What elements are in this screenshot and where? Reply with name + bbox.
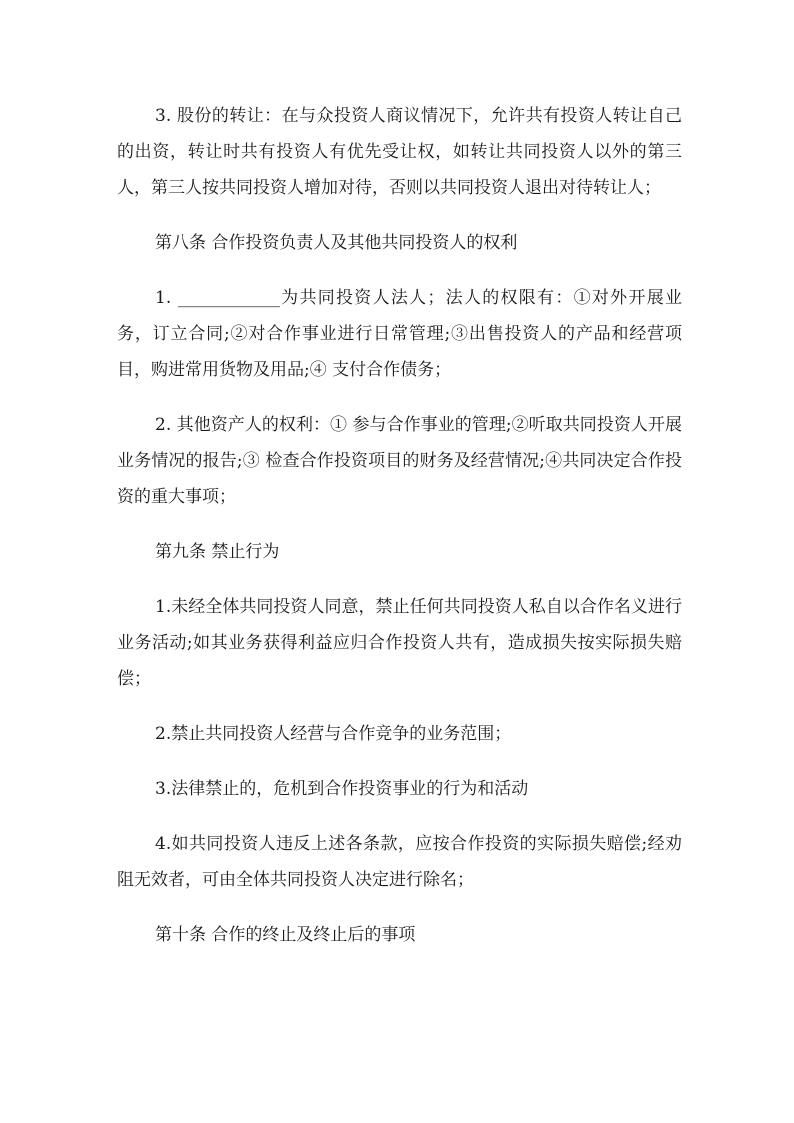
article-9-item-2: 2.禁止共同投资人经营与合作竞争的业务范围；: [155, 724, 512, 744]
document-body: [117, 98, 682, 972]
article-8-item-1: 1. ____________为共同投资人法人；法人的权限有：①对外开展业务，订立合同;②对合作事业进行日常管理;③出售投资人的产品和经营项目，购进常用货物及用品;④ 支付合作债务；: [117, 288, 682, 380]
article-9-item-4: 4.如共同投资人违反上述各条款，应按合作投资的实际损失赔偿;经劝阻无效者，可由全体共同投资人决定进行除名；: [117, 834, 682, 890]
article-9-item-3: 3.法律禁止的，危机到合作投资事业的行为和活动: [155, 779, 529, 799]
article-9-item-1: 1.未经全体共同投资人同意，禁止任何共同投资人私自以合作名义进行业务活动;如其业务获得利益应归合作投资人共有，造成损失按实际损失赔偿；: [117, 597, 682, 689]
article-8-heading: 第八条 合作投资负责人及其他共同投资人的权利: [155, 233, 518, 253]
article-9-heading: 第九条 禁止行为: [155, 542, 280, 562]
article-8-item-2: 2. 其他资产人的权利：① 参与合作事业的管理;②听取共同投资人开展业务情况的报告;③ 检查合作投资项目的财务及经营情况;④共同决定合作投资的重大事项；: [117, 415, 682, 507]
article-10-heading: 第十条 合作的终止及终止后的事项: [155, 925, 416, 945]
clause-share-transfer: 3. 股份的转让：在与众投资人商议情况下，允许共有投资人转让自己的出资，转让时共有投资人有优先受让权，如转让共同投资人以外的第三人，第三人按共同投资人增加对待，否则以共同投资人退出对待转让人；: [117, 106, 682, 198]
